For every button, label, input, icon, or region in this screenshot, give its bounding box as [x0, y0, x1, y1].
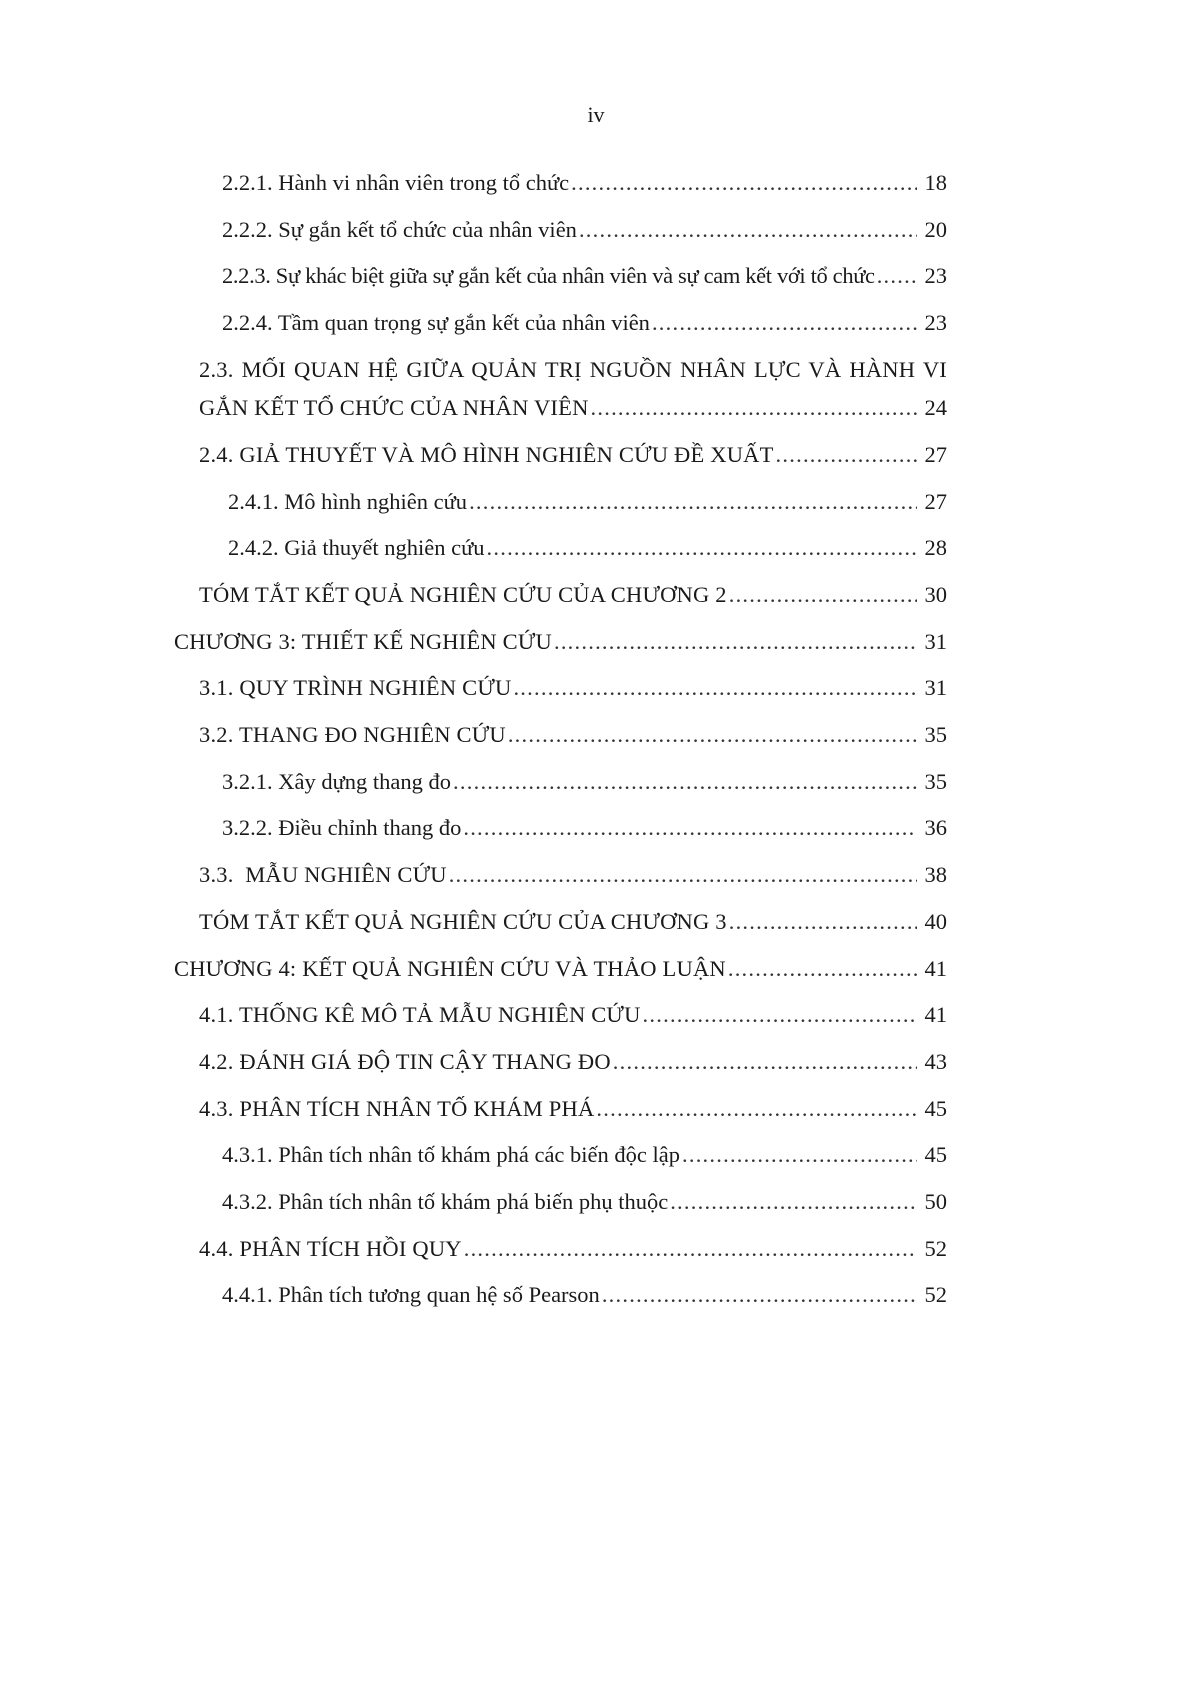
dot-leader	[487, 533, 917, 563]
toc-entry-title: 4.3.2. Phân tích nhân tố khám phá biến phụ thuộc	[222, 1188, 669, 1214]
toc-entry[interactable]	[0, 627, 1192, 657]
toc-entry-page: 41	[924, 1002, 947, 1028]
toc-entry-page: 36	[924, 815, 947, 841]
toc-entry-title: 4.4. PHÂN TÍCH HỒI QUY	[199, 1235, 462, 1261]
dot-leader	[469, 487, 917, 517]
toc-entry[interactable]	[0, 168, 1192, 198]
dot-leader	[464, 1234, 917, 1264]
toc-entry-title: 2.4. GIẢ THUYẾT VÀ MÔ HÌNH NGHIÊN CỨU ĐỀ XUẤT	[199, 441, 774, 467]
dot-leader	[877, 261, 917, 291]
dot-leader	[463, 813, 917, 843]
toc-entry-page: 18	[924, 170, 947, 195]
dot-leader	[613, 1047, 917, 1077]
toc-entry-page: 31	[924, 628, 947, 654]
toc-entry-page: 52	[924, 1235, 947, 1261]
toc-entry-title: 3.1. QUY TRÌNH NGHIÊN CỨU	[199, 675, 512, 701]
toc-entry-title: 2.2.2. Sự gắn kết tổ chức của nhân viên	[222, 216, 577, 242]
dot-leader	[554, 627, 917, 657]
toc-entry-page: 45	[924, 1095, 947, 1121]
toc-entry-title: GẮN KẾT TỔ CHỨC CỦA NHÂN VIÊN	[199, 395, 589, 421]
toc-entry[interactable]	[0, 1094, 1192, 1124]
toc-entry[interactable]	[0, 1000, 1192, 1030]
toc-entry-title: 3.2. THANG ĐO NGHIÊN CỨU	[199, 722, 506, 748]
toc-entry-title: 4.3. PHÂN TÍCH NHÂN TỐ KHÁM PHÁ	[199, 1095, 595, 1121]
dot-leader	[571, 168, 917, 198]
toc-entry[interactable]	[0, 580, 1192, 610]
toc-entry-page: 52	[924, 1282, 947, 1308]
toc-entry-title-line1: 2.3. MỐI QUAN HỆ GIỮA QUẢN TRỊ NGUỒN NHÂN LỰC VÀ HÀNH VI	[199, 356, 947, 382]
toc-entry-title: CHƯƠNG 3: THIẾT KẾ NGHIÊN CỨU	[174, 628, 552, 654]
toc-entry-page: 35	[924, 722, 947, 748]
dot-leader	[670, 1187, 917, 1217]
toc-entry-title: 2.4.1. Mô hình nghiên cứu	[228, 488, 468, 514]
dot-leader	[591, 393, 917, 423]
toc-entry-title: 2.2.3. Sự khác biệt giữa sự gắn kết của nhân viên và sự cam kết với tổ chức	[222, 263, 875, 289]
toc-entry[interactable]	[0, 860, 1192, 890]
toc-entry[interactable]	[0, 440, 1192, 470]
toc-entry[interactable]	[0, 720, 1192, 750]
dot-leader	[453, 767, 917, 797]
toc-entry[interactable]	[0, 907, 1192, 937]
toc-entry-title: TÓM TẮT KẾT QUẢ NGHIÊN CỨU CỦA CHƯƠNG 2	[199, 582, 727, 607]
toc-entry-page: 24	[924, 395, 947, 421]
toc-entry[interactable]	[0, 215, 1192, 245]
dot-leader	[776, 440, 917, 470]
toc-entry[interactable]	[0, 308, 1192, 338]
dot-leader	[508, 720, 917, 750]
toc-entry-title: 4.4.1. Phân tích tương quan hệ số Pearson	[222, 1282, 600, 1308]
dot-leader	[513, 673, 917, 703]
toc-entry-title: 4.1. THỐNG KÊ MÔ TẢ MẪU NGHIÊN CỨU	[199, 1002, 641, 1028]
toc-entry-page: 41	[924, 955, 947, 981]
dot-leader	[729, 907, 917, 937]
toc-entry-title: 2.2.4. Tầm quan trọng sự gắn kết của nhân viên	[222, 310, 650, 336]
page-number: iv	[587, 102, 605, 127]
toc-entry-title: 2.4.2. Giả thuyết nghiên cứu	[228, 535, 485, 561]
dot-leader	[596, 1094, 917, 1124]
toc-entry-page: 27	[924, 488, 947, 514]
toc-entry-title: TÓM TẮT KẾT QUẢ NGHIÊN CỨU CỦA CHƯƠNG 3	[199, 908, 727, 934]
toc-entry[interactable]	[0, 1187, 1192, 1217]
dot-leader	[652, 308, 917, 338]
toc-entry-title: 2.2.1. Hành vi nhân viên trong tổ chức	[222, 170, 570, 195]
toc-entry-page: 43	[924, 1048, 947, 1074]
toc-entry-page: 23	[924, 310, 947, 336]
toc-entry[interactable]	[0, 1280, 1192, 1310]
toc-entry-title: CHƯƠNG 4: KẾT QUẢ NGHIÊN CỨU VÀ THẢO LUẬN	[174, 955, 726, 981]
toc-entry[interactable]	[0, 487, 1192, 517]
toc-entry-page: 35	[924, 768, 947, 794]
toc-entry[interactable]	[0, 813, 1192, 843]
toc-entry-page: 28	[924, 535, 947, 561]
toc-entry-title: 4.3.1. Phân tích nhân tố khám phá các biến độc lập	[222, 1142, 680, 1168]
table-of-contents	[0, 168, 1192, 1327]
toc-entry[interactable]	[0, 1047, 1192, 1077]
dot-leader	[729, 580, 917, 610]
toc-entry[interactable]	[0, 355, 1192, 424]
toc-entry-page: 38	[924, 862, 947, 888]
toc-entry[interactable]	[0, 533, 1192, 563]
dot-leader	[602, 1280, 917, 1310]
toc-entry-page: 45	[924, 1142, 947, 1168]
toc-entry-page: 20	[924, 216, 947, 242]
toc-entry[interactable]	[0, 1234, 1192, 1264]
dot-leader	[682, 1140, 917, 1170]
toc-entry-page: 50	[924, 1188, 947, 1214]
toc-entry-page: 30	[924, 582, 947, 607]
dot-leader	[449, 860, 917, 890]
toc-entry-page: 31	[924, 675, 947, 701]
toc-entry-title: 3.2.1. Xây dựng thang đo	[222, 768, 452, 794]
toc-entry-title: 3.3. MẪU NGHIÊN CỨU	[199, 862, 447, 888]
toc-entry-page: 23	[924, 263, 947, 289]
toc-entry-page: 40	[924, 908, 947, 934]
toc-entry[interactable]	[0, 767, 1192, 797]
toc-entry[interactable]	[0, 673, 1192, 703]
dot-leader	[728, 954, 917, 984]
toc-entry-title: 4.2. ĐÁNH GIÁ ĐỘ TIN CẬY THANG ĐO	[199, 1048, 611, 1074]
toc-entry[interactable]	[0, 954, 1192, 984]
dot-leader	[579, 215, 917, 245]
toc-entry[interactable]	[0, 261, 1192, 291]
toc-entry-page: 27	[924, 441, 947, 467]
dot-leader	[643, 1000, 917, 1030]
toc-entry-title: 3.2.2. Điều chỉnh thang đo	[222, 815, 462, 841]
toc-entry[interactable]	[0, 1140, 1192, 1170]
